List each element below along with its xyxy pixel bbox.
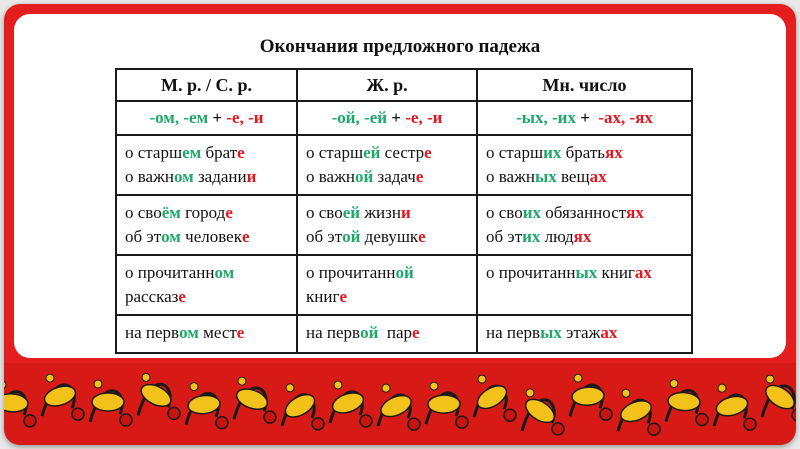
ending-green: ом — [214, 263, 235, 282]
ending-green: ой — [395, 263, 414, 282]
ending-red: -е, -и — [226, 108, 264, 127]
ending-green: ём — [161, 203, 181, 222]
word-stem: + — [208, 108, 227, 127]
ornament-berry — [648, 423, 660, 435]
ornament-dot — [430, 382, 438, 390]
word-stem: на перв — [486, 323, 541, 342]
table-row — [116, 255, 692, 315]
example-cell — [297, 315, 477, 353]
word-stem: задач — [373, 167, 416, 186]
ornament-berry — [456, 416, 468, 428]
ending-red: е — [418, 227, 426, 246]
ornament-dot — [478, 375, 486, 383]
ending-green: -ых, -их — [516, 108, 576, 127]
ornament-dot — [142, 373, 150, 381]
example-cell — [477, 135, 692, 195]
word-stem: книг — [597, 263, 635, 282]
ornament-dot — [766, 375, 774, 383]
ending-green: ой — [360, 323, 379, 342]
table-header-row — [116, 69, 692, 101]
word-stem: о прочитанн — [306, 263, 396, 282]
ornament-berry — [168, 407, 180, 419]
ornament-dot — [46, 374, 54, 382]
word-stem: о важн — [486, 167, 535, 186]
example-phrase — [486, 165, 683, 189]
example-cell — [297, 195, 477, 255]
ornament-berry — [72, 408, 84, 420]
example-phrase — [125, 225, 288, 249]
word-stem: книг — [306, 287, 340, 306]
ornament-berry — [696, 414, 708, 426]
ending-green: -ой, -ей — [331, 108, 388, 127]
ending-red: и — [400, 203, 411, 222]
ornament-dot — [574, 374, 582, 382]
example-cell — [297, 255, 477, 315]
ornament-leaf — [92, 393, 124, 411]
example-phrase — [125, 285, 288, 309]
example-phrase — [486, 141, 683, 165]
ornament-dot — [718, 384, 726, 392]
ornament-dot — [526, 389, 534, 397]
word-stem: задани — [193, 167, 247, 186]
example-phrase — [306, 285, 468, 309]
ending-red: е — [339, 287, 347, 306]
ornament-berry — [360, 415, 372, 427]
word-stem: на перв — [306, 323, 361, 342]
ending-red: ях — [573, 227, 592, 246]
ending-red: е — [236, 323, 245, 342]
ending-red: е — [241, 227, 250, 246]
ending-red: е — [237, 143, 245, 162]
word-stem: мест — [198, 323, 237, 342]
word-stem: о важн — [125, 167, 174, 186]
word-stem: + — [387, 108, 406, 127]
word-stem: сестр — [380, 143, 425, 162]
ornament-berry — [600, 408, 612, 420]
ornament-dot — [190, 383, 198, 391]
ending-green: ой — [342, 227, 361, 246]
ornament-dot — [286, 384, 294, 392]
ornament-berry — [312, 418, 324, 430]
example-phrase — [306, 201, 468, 225]
example-phrase — [306, 225, 468, 249]
ending-red: -ах, -ях — [598, 108, 653, 127]
example-phrase — [125, 141, 288, 165]
page-title: Окончания предложного падежа — [259, 36, 541, 57]
ornament-dot — [382, 384, 390, 392]
ending-red: -е, -и — [405, 108, 443, 127]
ornament-dot — [622, 389, 630, 397]
endings-table — [115, 68, 693, 354]
word-stem: о важн — [306, 167, 355, 186]
column-header: Мн. число — [477, 69, 692, 101]
example-phrase — [306, 165, 468, 189]
table-row — [116, 135, 692, 195]
ending-green: ом — [173, 167, 194, 186]
table-row — [116, 195, 692, 255]
ending-red: е — [424, 143, 432, 162]
example-phrase — [306, 261, 468, 285]
ending-red: ах — [634, 263, 652, 282]
ornament-berry — [120, 414, 132, 426]
example-cell — [477, 195, 692, 255]
word-stem: жизн — [360, 203, 401, 222]
word-stem: + — [575, 108, 599, 127]
ending-green: ых — [540, 323, 562, 342]
endings-cell — [116, 101, 297, 135]
word-stem: о сво — [125, 203, 162, 222]
word-stem: обязанност — [541, 203, 627, 222]
word-stem: о сво — [486, 203, 523, 222]
ornament-dot — [238, 377, 246, 385]
example-phrase — [486, 261, 683, 285]
ending-green: ом — [179, 323, 199, 342]
example-cell — [116, 255, 297, 315]
ending-green: ей — [363, 143, 381, 162]
ending-green: ой — [354, 167, 374, 186]
word-stem: об эт — [125, 227, 162, 246]
ending-green: их — [522, 227, 541, 246]
example-cell — [477, 315, 692, 353]
ending-red: и — [246, 167, 257, 186]
ornament-berry — [408, 418, 420, 430]
word-stem: брать — [561, 143, 606, 162]
ending-red: е — [225, 203, 233, 222]
word-stem: о старш — [306, 143, 364, 162]
column-header: М. р. / С. р. — [116, 69, 297, 101]
table-row — [116, 315, 692, 353]
word-stem: о прочитанн — [486, 263, 576, 282]
ornament-berry — [264, 411, 276, 423]
ending-green: их — [543, 143, 562, 162]
ornament-dot — [670, 380, 678, 388]
ending-red: е — [412, 323, 420, 342]
endings-cell — [297, 101, 477, 135]
word-stem: вещ — [556, 167, 590, 186]
example-cell — [297, 135, 477, 195]
ornament-berry — [504, 409, 516, 421]
ending-red: ях — [605, 143, 623, 162]
ending-green: -ом, -ем — [149, 108, 209, 127]
ending-red: ях — [626, 203, 644, 222]
ending-green: ей — [342, 203, 361, 222]
word-stem: этаж — [561, 323, 601, 342]
ornament-berry — [24, 415, 36, 427]
ending-green: ых — [534, 167, 557, 186]
word-stem: на перв — [125, 323, 180, 342]
ending-red: ах — [589, 167, 607, 186]
example-phrase — [486, 321, 683, 345]
example-phrase — [306, 321, 468, 345]
example-cell — [477, 255, 692, 315]
ending-red: е — [415, 167, 424, 186]
word-stem: об эт — [486, 227, 523, 246]
word-stem: о прочитанн — [125, 263, 215, 282]
word-stem: пар — [378, 323, 413, 342]
ending-green: ем — [182, 143, 202, 162]
word-stem: о старш — [486, 143, 544, 162]
ending-red: ах — [600, 323, 618, 342]
example-phrase — [486, 225, 683, 249]
ornament-berry — [216, 417, 228, 429]
ending-green: их — [522, 203, 542, 222]
word-stem: девушк — [360, 227, 419, 246]
example-cell — [116, 315, 297, 353]
ornament-pattern — [4, 363, 796, 445]
example-phrase — [125, 261, 288, 285]
ending-green: ых — [575, 263, 598, 282]
word-stem: рассказ — [125, 287, 179, 306]
ending-red: е — [178, 287, 186, 306]
word-stem: о старш — [125, 143, 183, 162]
word-stem: об эт — [306, 227, 343, 246]
ornament-dot — [334, 381, 342, 389]
example-phrase — [125, 165, 288, 189]
example-phrase — [306, 141, 468, 165]
ending-green: ом — [161, 227, 181, 246]
example-cell — [116, 135, 297, 195]
word-stem: человек — [180, 227, 242, 246]
ornament-dot — [94, 380, 102, 388]
example-phrase — [125, 321, 288, 345]
endings-row — [116, 101, 692, 135]
example-phrase — [125, 201, 288, 225]
ornament-leaf — [428, 395, 460, 414]
example-cell — [116, 195, 297, 255]
example-phrase — [486, 201, 683, 225]
endings-cell — [477, 101, 692, 135]
khokhloma-ornament — [4, 363, 796, 445]
word-stem: город — [180, 203, 226, 222]
word-stem: люд — [540, 227, 574, 246]
word-stem: о сво — [306, 203, 343, 222]
word-stem: брат — [201, 143, 238, 162]
column-header: Ж. р. — [297, 69, 477, 101]
ornament-berry — [744, 418, 756, 430]
ornament-berry — [552, 423, 564, 435]
